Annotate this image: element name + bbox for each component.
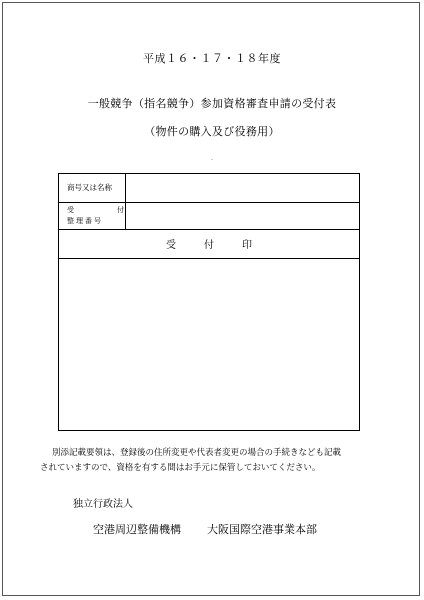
reference-number-field[interactable] — [126, 203, 359, 228]
reference-number-label: 整理番号 — [67, 217, 103, 225]
stamp-area[interactable] — [59, 259, 359, 430]
note-line-1: 別添記載要領は、登録後の住所変更や代表者変更の場合の手続きなども記載 — [52, 448, 342, 458]
document-title: 一般競争（指名競争）参加資格審査申請の受付表 — [87, 97, 337, 110]
document-subtitle: （物件の購入及び役務用） — [144, 125, 280, 138]
organization-type: 独立行政法人 — [73, 499, 133, 510]
instruction-note — [40, 446, 390, 476]
company-name-label: 商号又は名称 — [67, 183, 112, 192]
note-line-2: されていますので、資格を有する間はお手元に保管しておいてください。 — [40, 463, 321, 473]
stamp-char: 印 — [242, 240, 252, 251]
company-name-field[interactable] — [126, 174, 359, 201]
receipt-label-left: 受 — [67, 206, 74, 214]
fiscal-period: 平成１６・１７・１８年度 — [143, 52, 281, 65]
organization-name-text: 空港周辺整備機構 — [93, 523, 181, 536]
receipt-label-right: 付 — [117, 206, 124, 214]
organization-name — [93, 521, 317, 537]
stamp-char: 付 — [204, 240, 214, 251]
form-divider — [59, 229, 359, 230]
receipt-form — [58, 173, 360, 431]
center-mark: ・ — [209, 157, 216, 164]
receipt-stamp-label — [59, 236, 359, 251]
organization-department: 大阪国際空港事業本部 — [207, 523, 317, 536]
stamp-char: 受 — [166, 240, 176, 251]
